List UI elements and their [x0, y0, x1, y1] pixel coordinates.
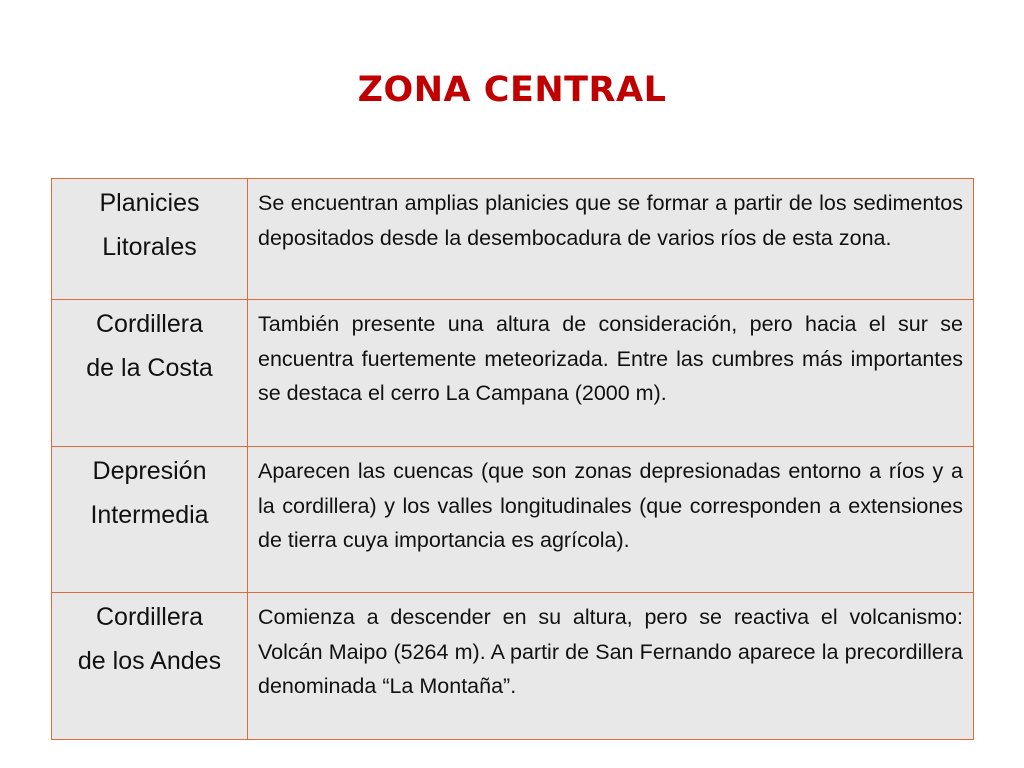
- topic-line: Planicies: [99, 189, 200, 217]
- description-cell: Comienza a descender en su altura, pero se reactiva el volcanismo: Volcán Maipo (5264 m). A partir de San Fernando aparece la precordillera denominada “La Montaña”.: [248, 593, 974, 740]
- table-row: [52, 447, 974, 593]
- table-row: [52, 179, 974, 300]
- description-cell: Aparecen las cuencas (que son zonas depresionadas entorno a ríos y a la cordillera) y los valles longitudinales (que corresponden a extensiones de tierra cuya importancia es agrícola).: [248, 447, 974, 593]
- topic-line: de los Andes: [77, 647, 222, 675]
- topic-line: de la Costa: [86, 354, 213, 382]
- description-cell: También presente una altura de consideración, pero hacia el sur se encuentra fuertemente meteorizada. Entre las cumbres más importantes se destaca el cerro La Campana (2000 m).: [248, 300, 974, 447]
- topic-line: Intermedia: [90, 501, 209, 529]
- topic-line: Cordillera: [96, 603, 203, 631]
- zones-table-container: [51, 178, 973, 740]
- topic-cell: [52, 447, 248, 593]
- topic-cell: [52, 179, 248, 300]
- topic-line: Cordillera: [96, 310, 203, 338]
- topic-cell: [52, 300, 248, 447]
- topic-cell: [52, 593, 248, 740]
- table-row: [52, 300, 974, 447]
- slide-title: ZONA CENTRAL: [357, 70, 667, 110]
- table-row: [52, 593, 974, 740]
- description-cell: Se encuentran amplias planicies que se formar a partir de los sedimentos depositados desde la desembocadura de varios ríos de esta zona.: [248, 179, 974, 300]
- topic-line: Litorales: [102, 233, 197, 261]
- topic-line: Depresión: [92, 457, 207, 485]
- zones-table: [51, 178, 974, 740]
